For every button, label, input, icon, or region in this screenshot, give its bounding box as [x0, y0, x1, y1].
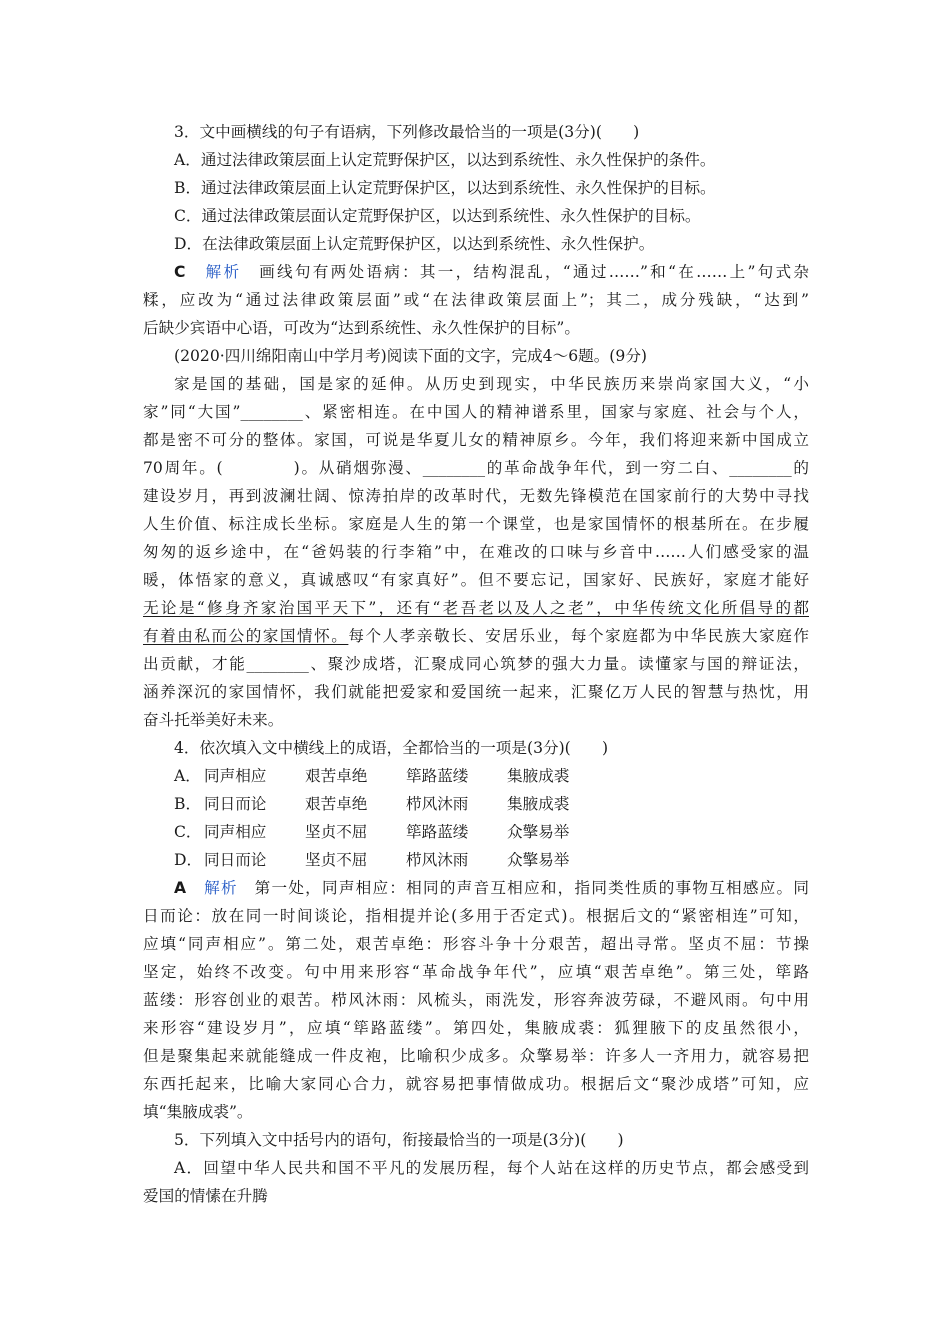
q4-analysis-line: 蓝缕：形容创业的艰苦。栉风沐雨：风梳头，雨洗发，形容奔波劳碌，不避风雨。句中用: [143, 991, 809, 1009]
passage-line: 涵养深沉的家国情怀，我们就能把爱家和爱国统一起来，汇聚亿万人民的智慧与热忱，用: [143, 683, 809, 701]
passage-line: 家”同“大国”________、紧密相连。在中国人的精神谱系里，国家与家庭、社会与个人，: [143, 403, 809, 421]
q3-analysis-line: 后缺少宾语中心语，可改为“达到系统性、永久性保护的目标”。: [143, 319, 580, 337]
passage-line: 有着由私而公的家国情怀。每个人孝亲敬长、安居乐业，每个家庭都为中华民族大家庭作: [143, 627, 809, 645]
underlined-sentence: 有着由私而公的家国情怀。: [143, 627, 349, 645]
q4-option-d: D． 同日而论 坚贞不屈 栉风沐雨 众擎易举: [174, 851, 570, 869]
q3-option-b: B．通过法律政策层面上认定荒野保护区，以达到系统性、永久性保护的目标。: [174, 179, 716, 197]
document-page: [143, 118, 809, 1210]
passage-line: 奋斗托举美好未来。: [143, 711, 284, 729]
q3-option-d: D．在法律政策层面上认定荒野保护区，以达到系统性、永久性保护。: [174, 235, 655, 253]
passage-line: 匆匆的返乡途中，在“爸妈装的行李箱”中，在难改的口味与乡音中……人们感受家的温: [143, 543, 809, 561]
q4-analysis-line: 东西托起来，比喻大家同心合力，就容易把事情做成功。根据后文“聚沙成塔”可知，应: [143, 1075, 809, 1093]
q3-option-c: C．通过法律政策层面认定荒野保护区，以达到系统性、永久性保护的目标。: [174, 207, 701, 225]
q4-stem: 4．依次填入文中横线上的成语，全都恰当的一项是(3分)( ): [174, 739, 609, 757]
q5-option-a: A．回望中华人民共和国不平凡的发展历程，每个人站在这样的历史节点，都会感受到: [174, 1159, 809, 1177]
analysis-label: 解析: [205, 263, 242, 281]
q4-option-a: A． 同声相应 艰苦卓绝 筚路蓝缕 集腋成裘: [174, 767, 570, 785]
q4-analysis-line: 但是聚集起来就能缝成一件皮袍，比喻积少成多。众擎易举：许多人一齐用力，就容易把: [143, 1047, 809, 1065]
q4-analysis-line: 填“集腋成裘”。: [143, 1103, 253, 1121]
q4-analysis-line: A 解析 第一处，同声相应：相同的声音互相应和，指同类性质的事物互相感应。同: [174, 879, 809, 897]
q3-answer: C: [174, 263, 186, 281]
q4-analysis-line: 来形容“建设岁月”，应填“筚路蓝缕”。第四处，集腋成裘：狐狸腋下的皮虽然很小，: [143, 1019, 809, 1037]
q4-option-c: C． 同声相应 坚贞不屈 筚路蓝缕 众擎易举: [174, 823, 570, 841]
q3-stem: 3．文中画横线的句子有语病，下列修改最恰当的一项是(3分)( ): [174, 123, 640, 141]
q3-option-a: A．通过法律政策层面上认定荒野保护区，以达到系统性、永久性保护的条件。: [174, 151, 716, 169]
q5-option-a-continued: 爱国的情愫在升腾: [143, 1187, 268, 1205]
passage-line: 人生价值、标注成长坐标。家庭是人生的第一个课堂，也是家国情怀的根基所在。在步履: [143, 515, 809, 533]
q4-analysis-line: 应填“同声相应”。第二处，艰苦卓绝：形容斗争十分艰苦，超出寻常。坚贞不屈：节操: [143, 935, 809, 953]
q4-answer: A: [174, 879, 187, 897]
passage-line: 都是密不可分的整体。家国，可说是华夏儿女的精神原乡。今年，我们将迎来新中国成立: [143, 431, 809, 449]
underlined-sentence: 无论是“修身齐家治国平天下”，还有“老吾老以及人之老”，中华传统文化所倡导的都: [143, 599, 809, 617]
passage-line: 70周年。( )。从硝烟弥漫、________的革命战争年代，到一穷二白、________的: [143, 459, 809, 477]
passage-line: 建设岁月，再到波澜壮阔、惊涛拍岸的改革时代，无数先锋模范在国家前行的大势中寻找: [143, 487, 809, 505]
q3-analysis-line: 糅，应改为“通过法律政策层面”或“在法律政策层面上”；其二，成分残缺，“达到”: [143, 291, 809, 309]
q4-analysis-line: 日而论：放在同一时间谈论，指相提并论(多用于否定式)。根据后文的“紧密相连”可知，: [143, 907, 809, 925]
passage-intro: (2020·四川绵阳南山中学月考)阅读下面的文字，完成4～6题。(9分): [174, 347, 647, 365]
passage-line: 家是国的基础，国是家的延伸。从历史到现实，中华民族历来崇尚家国大义，“小: [174, 375, 809, 393]
q4-analysis-line: 坚定，始终不改变。句中用来形容“革命战争年代”，应填“艰苦卓绝”。第三处，筚路: [143, 963, 809, 981]
analysis-label: 解析: [204, 879, 238, 897]
passage-line: 暖，体悟家的意义，真诚感叹“有家真好”。但不要忘记，国家好、民族好，家庭才能好: [143, 571, 809, 589]
q3-analysis-line: C 解析 画线句有两处语病：其一，结构混乱，“通过……”和“在……上”句式杂: [174, 263, 809, 281]
passage-underlined-line: [143, 594, 809, 622]
q5-stem: 5．下列填入文中括号内的语句，衔接最恰当的一项是(3分)( ): [174, 1131, 624, 1149]
q4-option-b: B． 同日而论 艰苦卓绝 栉风沐雨 集腋成裘: [174, 795, 570, 813]
passage-line: 出贡献，才能________、聚沙成塔，汇聚成同心筑梦的强大力量。读懂家与国的辩证法，: [143, 655, 809, 673]
